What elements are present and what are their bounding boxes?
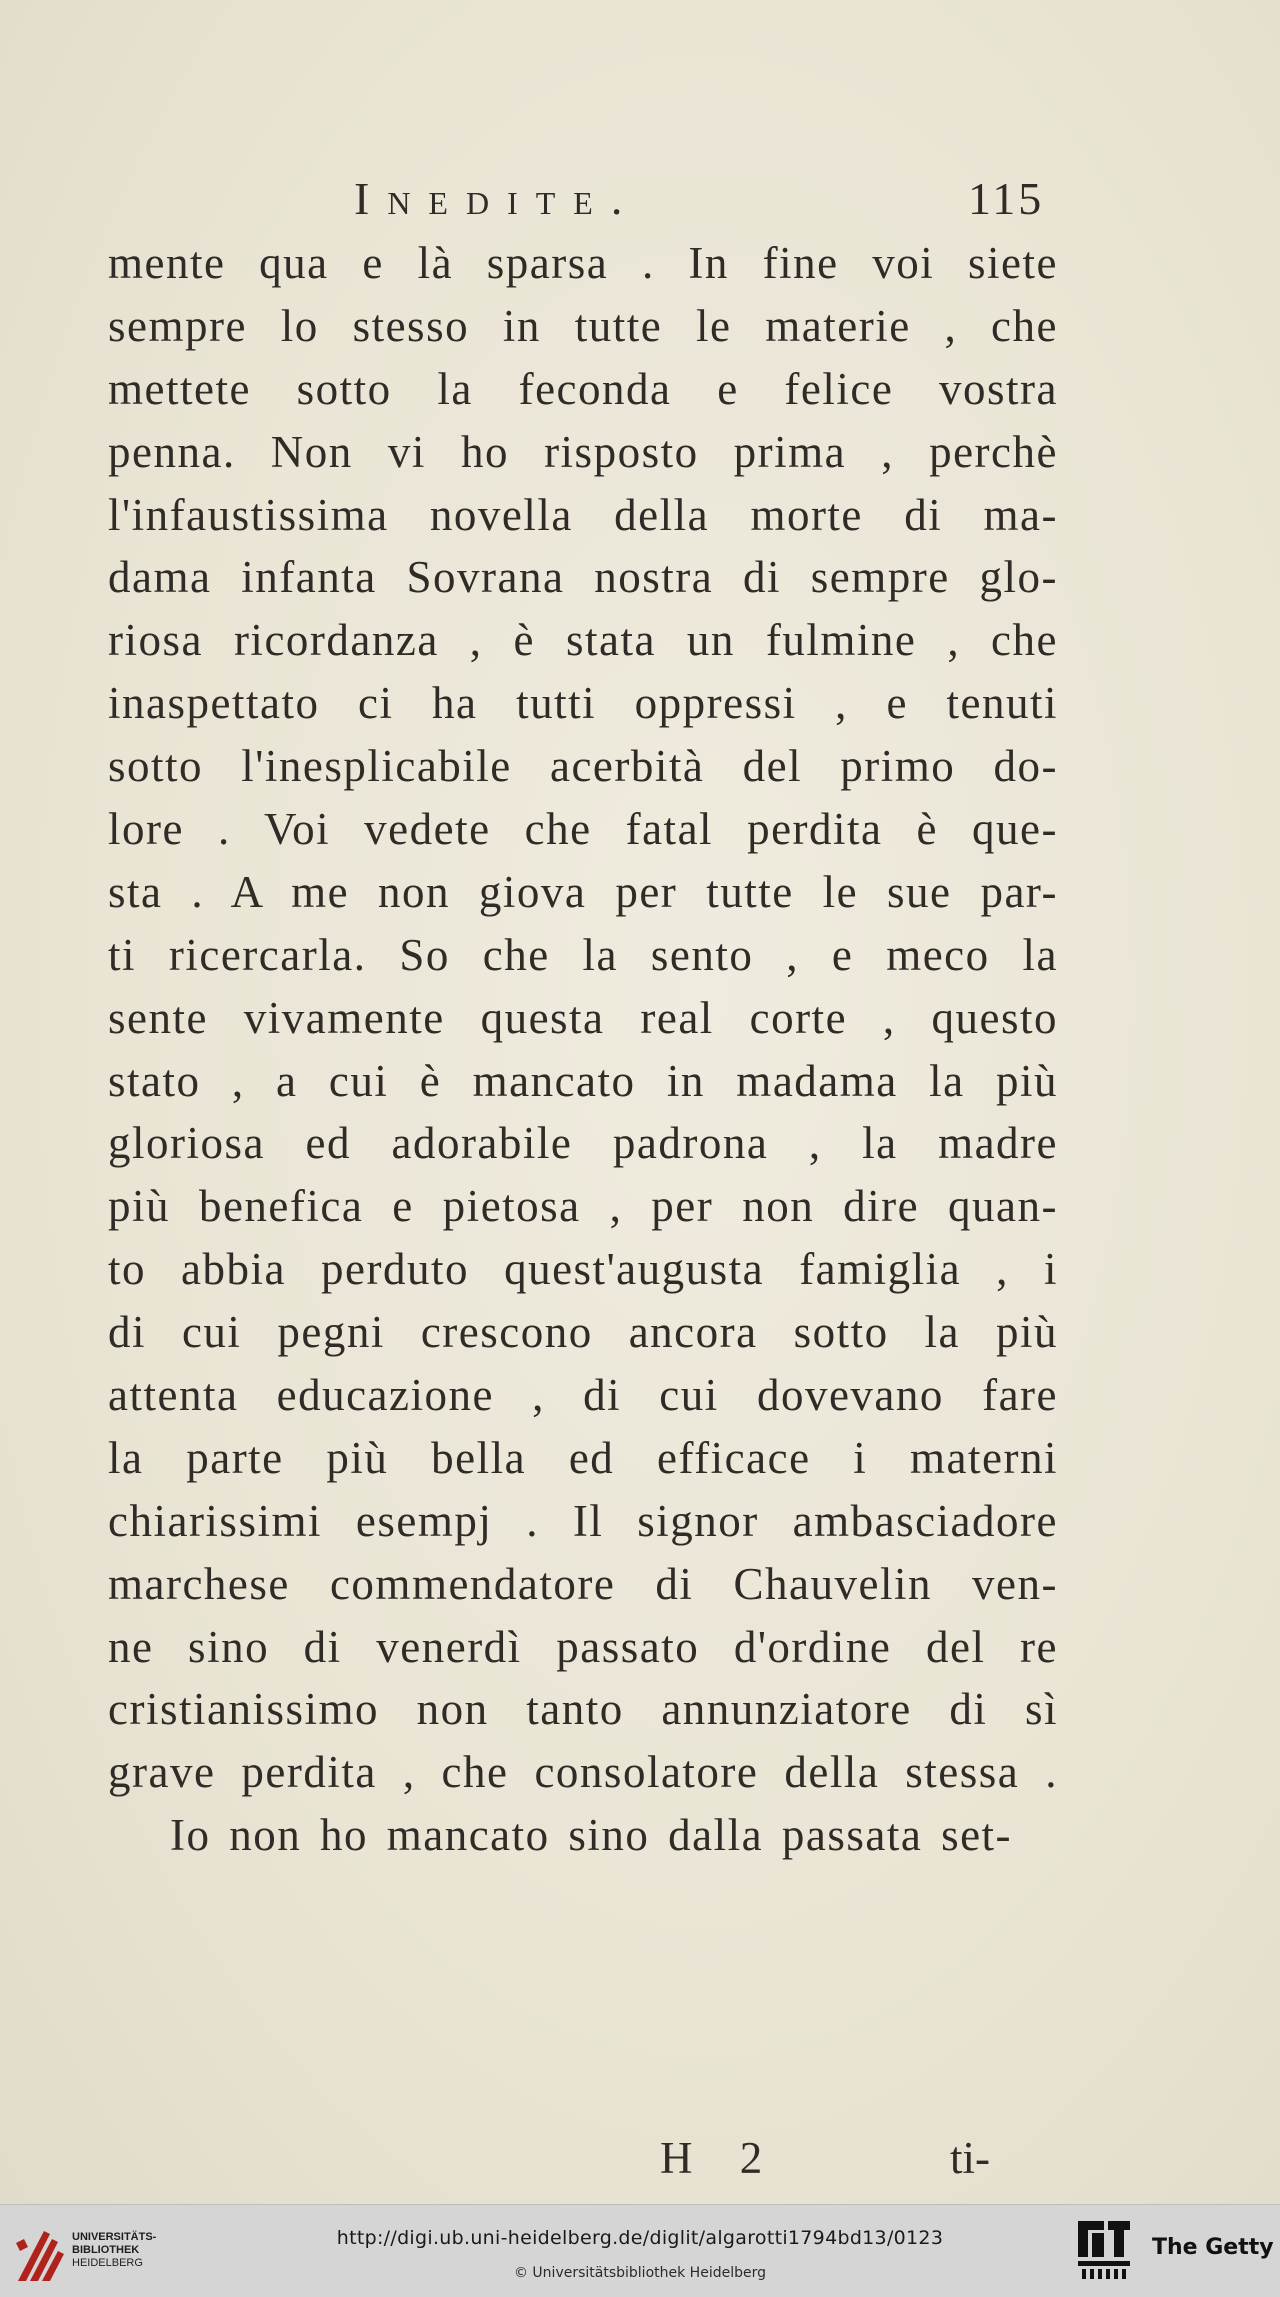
viewer-bottom-bar	[0, 2204, 1280, 2297]
text-line: di cui pegni crescono ancora sotto la più	[108, 1307, 1058, 1358]
text-line: più benefica e pietosa , per non dire quan-	[108, 1181, 1058, 1232]
text-line: sempre lo stesso in tutte le materie , che	[108, 300, 1058, 351]
text-line: riosa ricordanza , è stata un fulmine , che	[108, 615, 1058, 666]
text-line: la parte più bella ed efficace i materni	[108, 1432, 1058, 1483]
text-line: grave perdita , che consolatore della stessa .	[108, 1747, 1058, 1798]
page-footer	[0, 2132, 1280, 2192]
copyright-notice: © Universitätsbibliothek Heidelberg	[513, 2265, 766, 2281]
text-line: Io non ho mancato sino dalla passata set-	[170, 1810, 1013, 1861]
page-number: 115	[968, 173, 1045, 224]
text-line: mettete sotto la feconda e felice vostra	[108, 363, 1058, 414]
getty-name: The Getty	[1152, 2235, 1274, 2260]
institution-line: BIBLIOTHEK	[72, 2244, 140, 2256]
getty-logo-icon[interactable]	[1076, 2219, 1132, 2281]
text-line: ne sino di venerdì passato d'ordine del re	[108, 1621, 1058, 1672]
institution-line: HEIDELBERG	[72, 2257, 143, 2269]
institution-line: UNIVERSITÄTS-	[72, 2231, 157, 2243]
text-line: attenta educazione , di cui dovevano fare	[108, 1370, 1058, 1421]
text-line: to abbia perduto quest'augusta famiglia , i	[108, 1244, 1058, 1295]
text-line: lore . Voi vedete che fatal perdita è que-	[108, 804, 1058, 855]
text-line: sente vivamente questa real corte , questo	[108, 992, 1058, 1043]
text-line: l'infaustissima novella della morte di ma-	[108, 489, 1058, 540]
text-line: penna. Non vi ho risposto prima , perchè	[108, 426, 1058, 477]
catchword: ti-	[950, 2133, 990, 2183]
body-text	[108, 232, 1058, 1867]
text-line: gloriosa ed adorabile padrona , la madre	[108, 1118, 1058, 1169]
text-line: inaspettato ci ha tutti oppressi , e tenuti	[108, 678, 1058, 729]
text-line: cristianissimo non tanto annunziatore di sì	[108, 1684, 1058, 1735]
text-line: sotto l'inesplicabile acerbità del primo do-	[108, 741, 1058, 792]
running-head	[0, 172, 1280, 232]
running-head-title: Inedite.	[354, 173, 641, 224]
text-line: stato , a cui è mancato in madama la più	[108, 1055, 1058, 1106]
signature-mark: H 2	[660, 2133, 781, 2183]
text-line: mente qua e là sparsa . In fine voi siete	[108, 238, 1058, 288]
text-line: marchese commendatore di Chauvelin ven-	[108, 1558, 1058, 1609]
text-line: chiarissimi esempj . Il signor ambasciadore	[108, 1495, 1058, 1546]
text-line: sta . A me non giova per tutte le sue par-	[108, 866, 1058, 917]
permalink-url[interactable]: http://digi.ub.uni-heidelberg.de/diglit/algarotti1794bd13/0123	[336, 2227, 944, 2249]
text-line: dama infanta Sovrana nostra di sempre glo-	[108, 552, 1058, 603]
text-line: ti ricercarla. So che la sento , e meco la	[108, 929, 1058, 980]
